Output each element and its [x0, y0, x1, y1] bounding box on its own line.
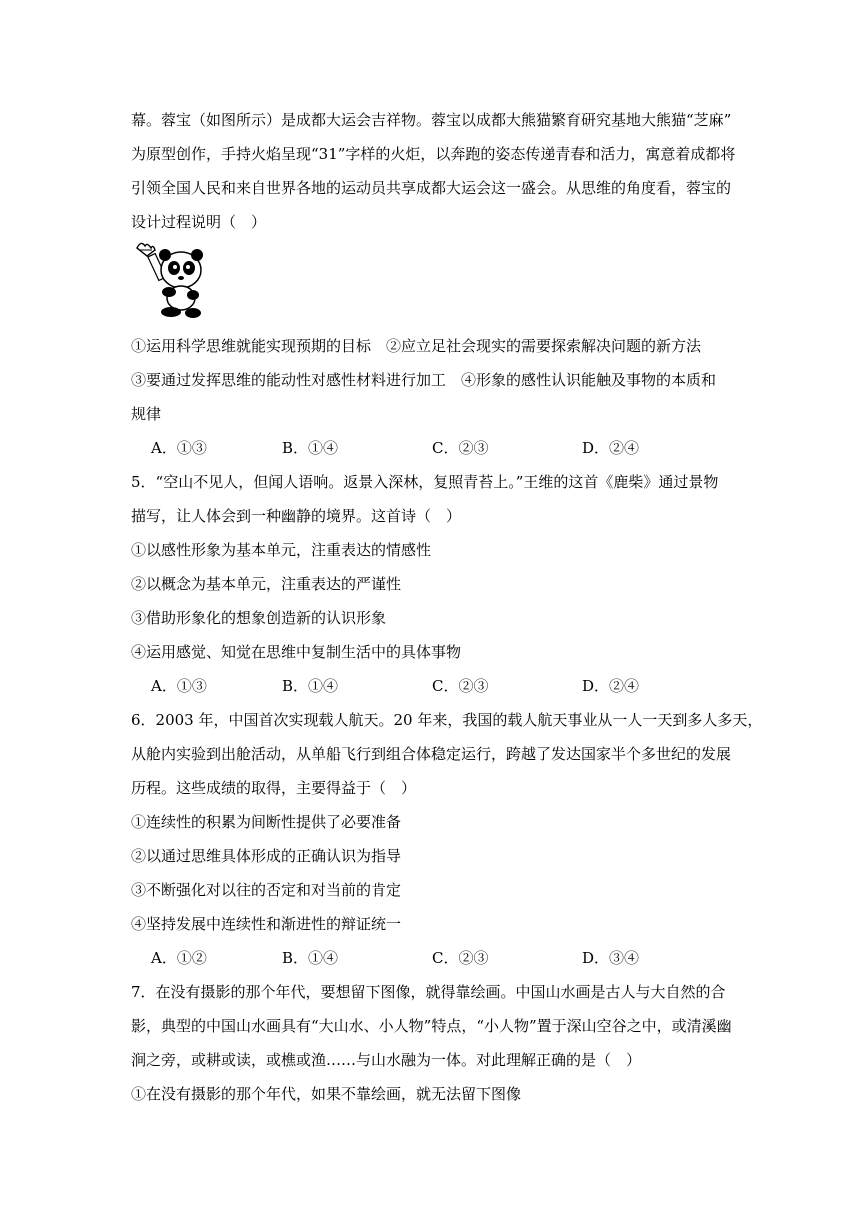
q4-statement: 规律: [131, 405, 162, 423]
option-b[interactable]: B．①④: [282, 677, 339, 695]
q6-statement: ②以通过思维具体形成的正确认识为指导: [131, 847, 402, 865]
q4-stem-line: 为原型创作，手持火焰呈现“31”字样的火炬，以奔跑的姿态传递青春和活力，寓意着成都将: [131, 145, 736, 163]
q5-stem-line: 5．“空山不见人，但闻人语响。返景入深林，复照青苔上。”王维的这首《鹿柴》通过景物: [131, 473, 719, 491]
option-d[interactable]: D．②④: [582, 677, 640, 695]
option-d[interactable]: D．③④: [582, 949, 640, 967]
option-a[interactable]: A．①③: [151, 677, 207, 695]
q4-stem-line: 设计过程说明（ ）: [131, 213, 267, 231]
q6-statement: ④坚持发展中连续性和渐进性的辩证统一: [131, 915, 402, 933]
rongbao-mascot-image: [131, 240, 211, 320]
option-a[interactable]: A．①②: [151, 949, 207, 967]
option-a[interactable]: A．①③: [151, 439, 207, 457]
q4-statement: ①运用科学思维就能实现预期的目标 ②应立足社会现实的需要探索解决问题的新方法: [131, 337, 702, 355]
q6-statement: ①连续性的积累为间断性提供了必要准备: [131, 813, 402, 831]
q5-statement: ④运用感觉、知觉在思维中复制生活中的具体事物: [131, 643, 462, 661]
option-d[interactable]: D．②④: [582, 439, 640, 457]
q6-stem-line: 历程。这些成绩的取得，主要得益于（ ）: [131, 779, 417, 797]
q5-statement: ③借助形象化的想象创造新的认识形象: [131, 609, 387, 627]
q6-stem-line: 从舱内实验到出舱活动，从单船飞行到组合体稳定运行，跨越了发达国家半个多世纪的发展: [131, 745, 732, 763]
option-b[interactable]: B．①④: [282, 949, 339, 967]
q4-stem-line: 引领全国人民和来自世界各地的运动员共享成都大运会这一盛会。从思维的角度看，蓉宝的: [131, 179, 732, 197]
q5-statement: ①以感性形象为基本单元，注重表达的情感性: [131, 541, 432, 559]
option-c[interactable]: C．②③: [432, 677, 489, 695]
q7-stem-line: 涧之旁，或耕或读，或樵或渔……与山水融为一体。对此理解正确的是（ ）: [131, 1051, 642, 1069]
q6-statement: ③不断强化对以往的否定和对当前的肯定: [131, 881, 402, 899]
option-c[interactable]: C．②③: [432, 439, 489, 457]
option-c[interactable]: C．②③: [432, 949, 489, 967]
q7-stem-line: 影，典型的中国山水画具有“大山水、小人物”特点，“小人物”置于深山空谷之中，或清溪幽: [131, 1017, 732, 1035]
option-b[interactable]: B．①④: [282, 439, 339, 457]
q5-statement: ②以概念为基本单元，注重表达的严谨性: [131, 575, 402, 593]
q5-stem-line: 描写，让人体会到一种幽静的境界。这首诗（ ）: [131, 507, 462, 525]
q7-stem-line: 7．在没有摄影的那个年代，要想留下图像，就得靠绘画。中国山水画是古人与大自然的合: [131, 983, 726, 1001]
q6-stem-line: 6．2003 年，中国首次实现载人航天。20 年来，我国的载人航天事业从一人一天到多人多天，: [131, 711, 763, 729]
q7-statement: ①在没有摄影的那个年代，如果不靠绘画，就无法留下图像: [131, 1085, 522, 1103]
q4-stem-line: 幕。蓉宝（如图所示）是成都大运会吉祥物。蓉宝以成都大熊猫繁育研究基地大熊猫“芝麻”: [131, 111, 732, 129]
q4-statement: ③要通过发挥思维的能动性对感性材料进行加工 ④形象的感性认识能触及事物的本质和: [131, 371, 717, 389]
